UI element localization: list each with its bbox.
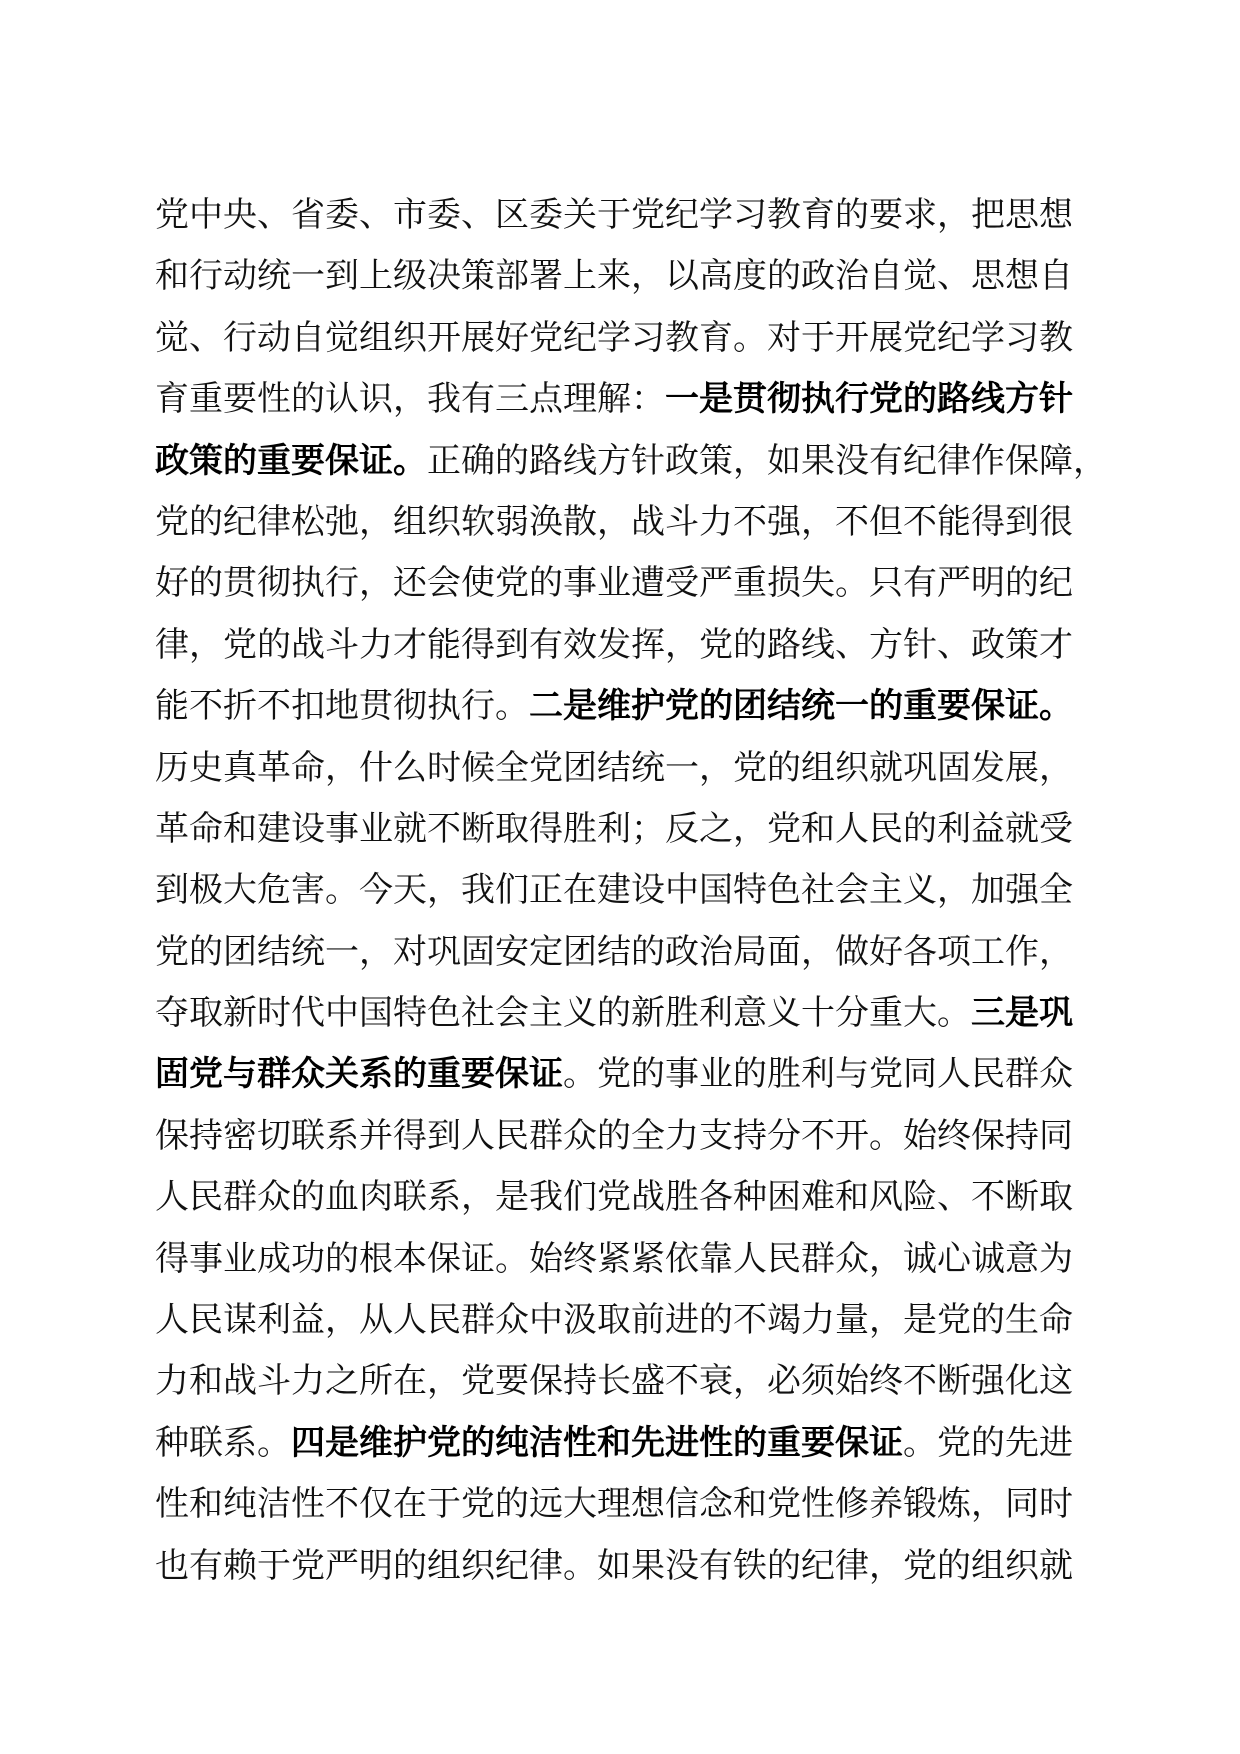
text-line — [155, 492, 1073, 553]
body-text — [155, 185, 1107, 1597]
text-segment: 性和纯洁性不仅在于党的远大理想信念和党性修养锻炼，同时 — [155, 1484, 1073, 1525]
text-line — [155, 1044, 1073, 1105]
text-line — [155, 1229, 1073, 1290]
text-line — [155, 308, 1073, 369]
text-segment: 夺取新时代中国特色社会主义的新胜利意义十分重大。 — [155, 993, 971, 1034]
text-segment: 。党的事业的胜利与党同人民群众 — [563, 1054, 1073, 1095]
text-segment: 到极大危害。今天，我们正在建设中国特色社会主义，加强全 — [155, 870, 1073, 911]
text-segment: 历史真革命，什么时候全党团结统一，党的组织就巩固发展， — [155, 747, 1073, 788]
text-line — [155, 615, 1073, 676]
text-segment: 能不折不扣地贯彻执行。 — [155, 686, 529, 727]
text-segment: 育重要性的认识，我有三点理解： — [155, 379, 665, 420]
text-segment: 党中央、省委、市委、区委关于党纪学习教育的要求，把思想 — [155, 195, 1073, 235]
bold-text-segment: 一是贯彻执行党的路线方针 — [665, 379, 1073, 420]
text-line — [155, 185, 1073, 246]
text-segment: 人民谋利益，从人民群众中汲取前进的不竭力量，是党的生命 — [155, 1300, 1073, 1341]
text-line — [155, 1106, 1073, 1167]
text-line — [155, 1536, 1073, 1597]
text-segment: 党的团结统一，对巩固安定团结的政治局面，做好各项工作， — [155, 931, 1073, 972]
text-line — [155, 1474, 1073, 1535]
text-segment: 种联系。 — [155, 1422, 291, 1463]
bold-text-segment: 二是维护党的团结统一的重要保证。 — [529, 686, 1073, 727]
bold-text-segment: 四是维护党的纯洁性和先进性的重要保证 — [291, 1422, 903, 1463]
text-segment: 人民群众的血肉联系，是我们党战胜各种困难和风险、不断取 — [155, 1177, 1073, 1218]
text-segment: 律，党的战斗力才能得到有效发挥，党的路线、方针、政策才 — [155, 624, 1073, 665]
text-line — [155, 246, 1073, 307]
text-line — [155, 738, 1073, 799]
text-segment: 保持密切联系并得到人民群众的全力支持分不开。始终保持同 — [155, 1115, 1073, 1156]
text-segment: 党的纪律松弛，组织软弱涣散，战斗力不强，不但不能得到很 — [155, 501, 1073, 542]
text-line — [155, 922, 1073, 983]
text-segment: 。党的先进 — [903, 1422, 1073, 1463]
text-segment: 得事业成功的根本保证。始终紧紧依靠人民群众，诚心诚意为 — [155, 1238, 1073, 1279]
text-segment: 觉、行动自觉组织开展好党纪学习教育。对于开展党纪学习教 — [155, 317, 1073, 358]
text-line — [155, 553, 1073, 614]
bold-text-segment: 固党与群众关系的重要保证 — [155, 1054, 563, 1095]
text-line — [155, 369, 1073, 430]
text-segment: 也有赖于党严明的组织纪律。如果没有铁的纪律，党的组织就 — [155, 1545, 1073, 1586]
text-segment: 革命和建设事业就不断取得胜利；反之，党和人民的利益就受 — [155, 808, 1073, 849]
text-line — [155, 1290, 1073, 1351]
text-line — [155, 1167, 1073, 1228]
text-line — [155, 1413, 1073, 1474]
text-line — [155, 676, 1073, 737]
text-line — [155, 983, 1073, 1044]
text-segment: 好的贯彻执行，还会使党的事业遭受严重损失。只有严明的纪 — [155, 563, 1073, 604]
text-segment: 正确的路线方针政策，如果没有纪律作保障， — [427, 440, 1107, 481]
text-line — [155, 431, 1107, 492]
text-segment: 和行动统一到上级决策部署上来，以高度的政治自觉、思想自 — [155, 256, 1073, 297]
text-line — [155, 860, 1073, 921]
text-line — [155, 799, 1073, 860]
bold-text-segment: 政策的重要保证。 — [155, 440, 427, 481]
text-segment: 力和战斗力之所在，党要保持长盛不衰，必须始终不断强化这 — [155, 1361, 1073, 1402]
text-line — [155, 1351, 1073, 1412]
bold-text-segment: 三是巩 — [971, 993, 1073, 1034]
